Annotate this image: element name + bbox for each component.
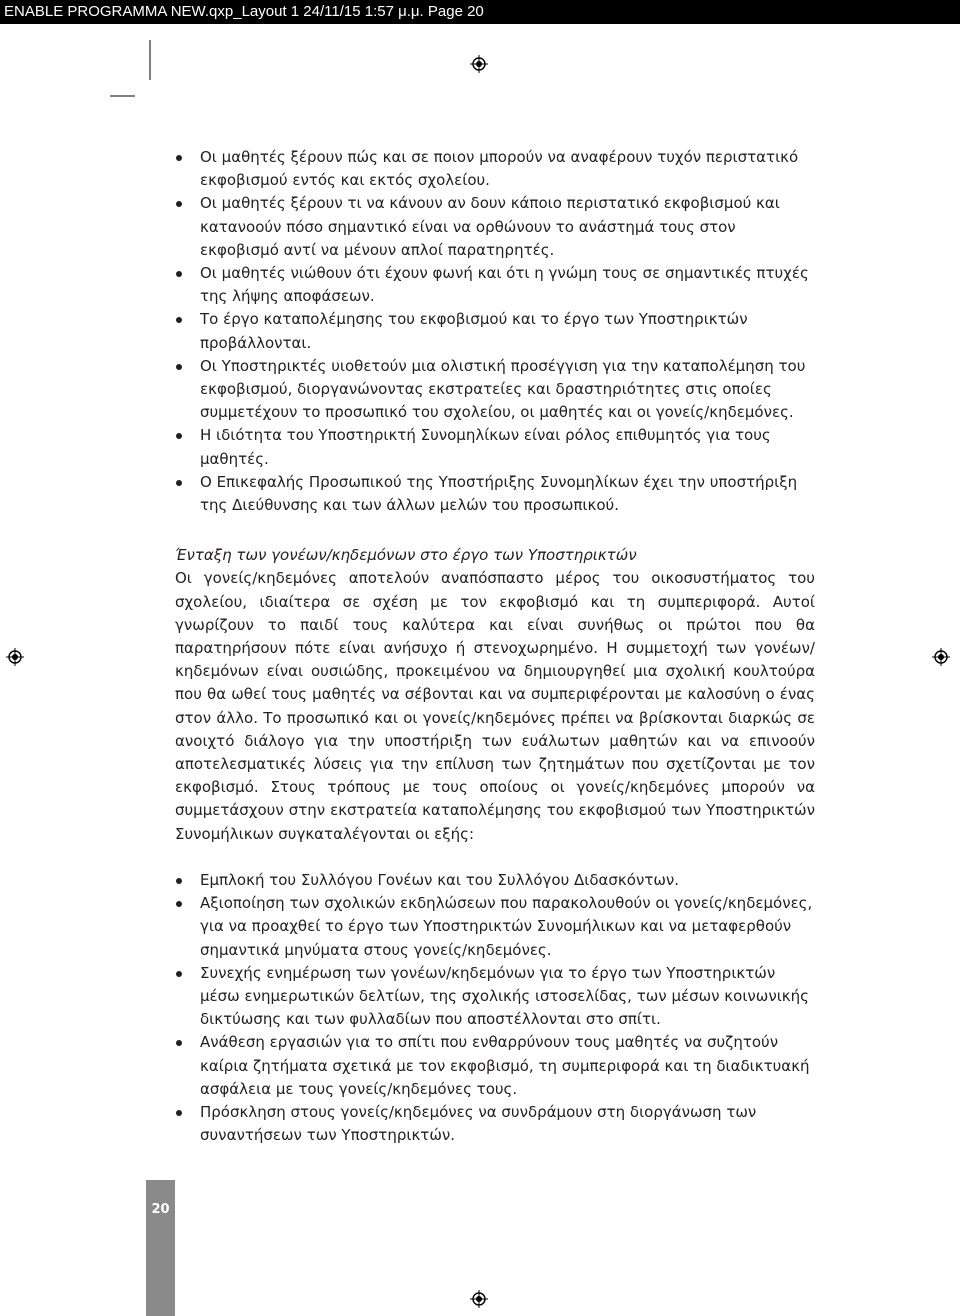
list-item-text: Αξιοποίηση των σχολικών εκδηλώσεων που παρακολουθούν οι γονείς/κηδεμόνες, για να προαχθεί το έργο των Υποστηρικτών Συνομήλικων και να μεταφερθούν σημαντικά μηνύματα στους γονείς/κηδεμόνες. [200,894,813,959]
list-item-text: Ανάθεση εργασιών για το σπίτι που ενθαρρύνουν τους μαθητές να συζητούν καίρια ζητήματα σχετικά με τον εκφοβισμό, τη συμπεριφορά και τη διαδικτυακή ασφάλεια με τους γονείς/κηδεμόνες τους. [200,1033,810,1098]
bullet-icon [176,201,182,207]
list-item [175,1031,815,1101]
list-item-text: Ο Επικεφαλής Προσωπικού της Υποστήριξης Συνομηλίκων έχει την υποστήριξη της Διεύθυνσης και των άλλων μελών του προσωπικού. [200,472,798,515]
bullet-icon [176,480,182,486]
list-item-text: Εμπλοκή του Συλλόγου Γονέων και του Συλλόγου Διδασκόντων. [200,870,680,889]
registration-mark-icon [932,648,950,666]
bullet-icon [176,878,182,884]
list-item [175,262,815,308]
list-item [175,869,815,892]
list-item [175,962,815,1032]
bullet-icon [176,433,182,439]
page-number-tab [146,1180,175,1316]
list-item [175,471,815,517]
bullet-icon [176,901,182,907]
parents-section [175,544,815,846]
list-item [175,1101,815,1147]
bullet-icon [176,155,182,161]
list-item-text: Η ιδιότητα του Υποστηρικτή Συνομηλίκων είναι ρόλος επιθυμητός για τους μαθητές. [200,426,771,468]
page-body [175,146,815,1147]
section-heading: Ένταξη των γονέων/κηδεμόνων στο έργο των Υποστηρικτών [175,546,637,565]
list-item-text: Οι μαθητές ξέρουν τι να κάνουν αν δουν κάποιο περιστατικό εκφοβισμού και κατανοούν πόσο σημαντικό είναι να ορθώνουν το ανάστημά τους στον εκφοβισμό αντί να μένουν απλοί παρατηρητές. [200,194,780,259]
section-paragraph: Οι γονείς/κηδεμόνες αποτελούν αναπόσπαστο μέρος του οικοσυστήματος του σχολείου, ιδιαίτερα σε σχέση με τον εκφοβισμό και τη συμπεριφορά. Αυτοί γνωρίζουν το παιδί τους καλύτερα και είναι συνήθως οι πρώτοι που θα παρατηρήσουν πότε είναι ανήσυχο ή στενοχωρημένο. Η συμμετοχή των γονέων/κηδεμόνων είναι ουσιώδης, προκειμένου να δημιουργηθεί μια σχολική κουλτούρα που θα ωθεί τους μαθητές να σέβονται και να συμπεριφέρονται με καλοσύνη ο ένας στον άλλο. Το προσωπικό και οι γονείς/κηδεμόνες πρέπει να βρίσκονται διαρκώς σε ανοιχτό διάλογο για την υποστήριξη των ευάλωτων μαθητών και να επινοούν αποτελεσματικές λύσεις για την επίλυση των ζητημάτων που σχετίζονται με τον εκφοβισμό. Στους τρόπους με τους οποίους οι γονείς/κηδεμόνες μπορούν να συμμετάσχουν στην εκστρατεία καταπολέμησης του εκφοβισμού των Υποστηρικτών Συνομήλικων συγκαταλέγονται οι εξής: [175,569,815,843]
list-item-text: Οι μαθητές νιώθουν ότι έχουν φωνή και ότι η γνώμη τους σε σημαντικές πτυχές της λήψης αποφάσεων. [200,264,809,306]
registration-mark-icon [6,648,24,666]
bullet-icon [176,317,182,323]
bullet-list-parent-involvement [175,869,815,1147]
page-number: 20 [151,1202,170,1217]
registration-mark-icon [470,1290,488,1308]
bullet-icon [176,364,182,370]
list-item-text: Οι μαθητές ξέρουν πώς και σε ποιον μπορούν να αναφέρουν τυχόν περιστατικό εκφοβισμού εντός και εκτός σχολείου. [200,148,799,190]
list-item [175,308,815,354]
list-item [175,192,815,262]
list-item [175,146,815,192]
bullet-icon [176,1040,182,1046]
registration-mark-icon [470,55,488,73]
list-item [175,892,815,962]
list-item-text: Το έργο καταπολέμησης του εκφοβισμού και το έργο των Υποστηρικτών προβάλλονται. [200,310,748,352]
bullet-icon [176,971,182,977]
list-item-text: Πρόσκληση στους γονείς/κηδεμόνες να συνδράμουν στη διοργάνωση των συναντήσεων των Υποστηρικτών. [200,1102,757,1145]
list-item [175,355,815,425]
bullet-icon [176,1110,182,1116]
bullet-list-outcomes [175,146,815,517]
list-item-text: Οι Υποστηρικτές υιοθετούν μια ολιστική προσέγγιση για την καταπολέμηση του εκφοβισμού, διοργανώνοντας εκστρατείες και δραστηριότητες στις οποίες συμμετέχουν το προσωπικό του σχολείου, οι μαθητές και οι γονείς/κηδεμόνες. [200,356,806,422]
print-slug: ENABLE PROGRAMMA NEW.qxp_Layout 1 24/11/15 1:57 μ.μ. Page 20 [0,0,960,24]
list-item-text: Συνεχής ενημέρωση των γονέων/κηδεμόνων για το έργο των Υποστηρικτών μέσω ενημερωτικών δελτίων, της σχολικής ιστοσελίδας, των μέσων κοινωνικής δικτύωσης και των φυλλαδίων που αποστέλλονται στο σπίτι. [200,963,809,1029]
bullet-icon [176,271,182,277]
list-item [175,424,815,470]
